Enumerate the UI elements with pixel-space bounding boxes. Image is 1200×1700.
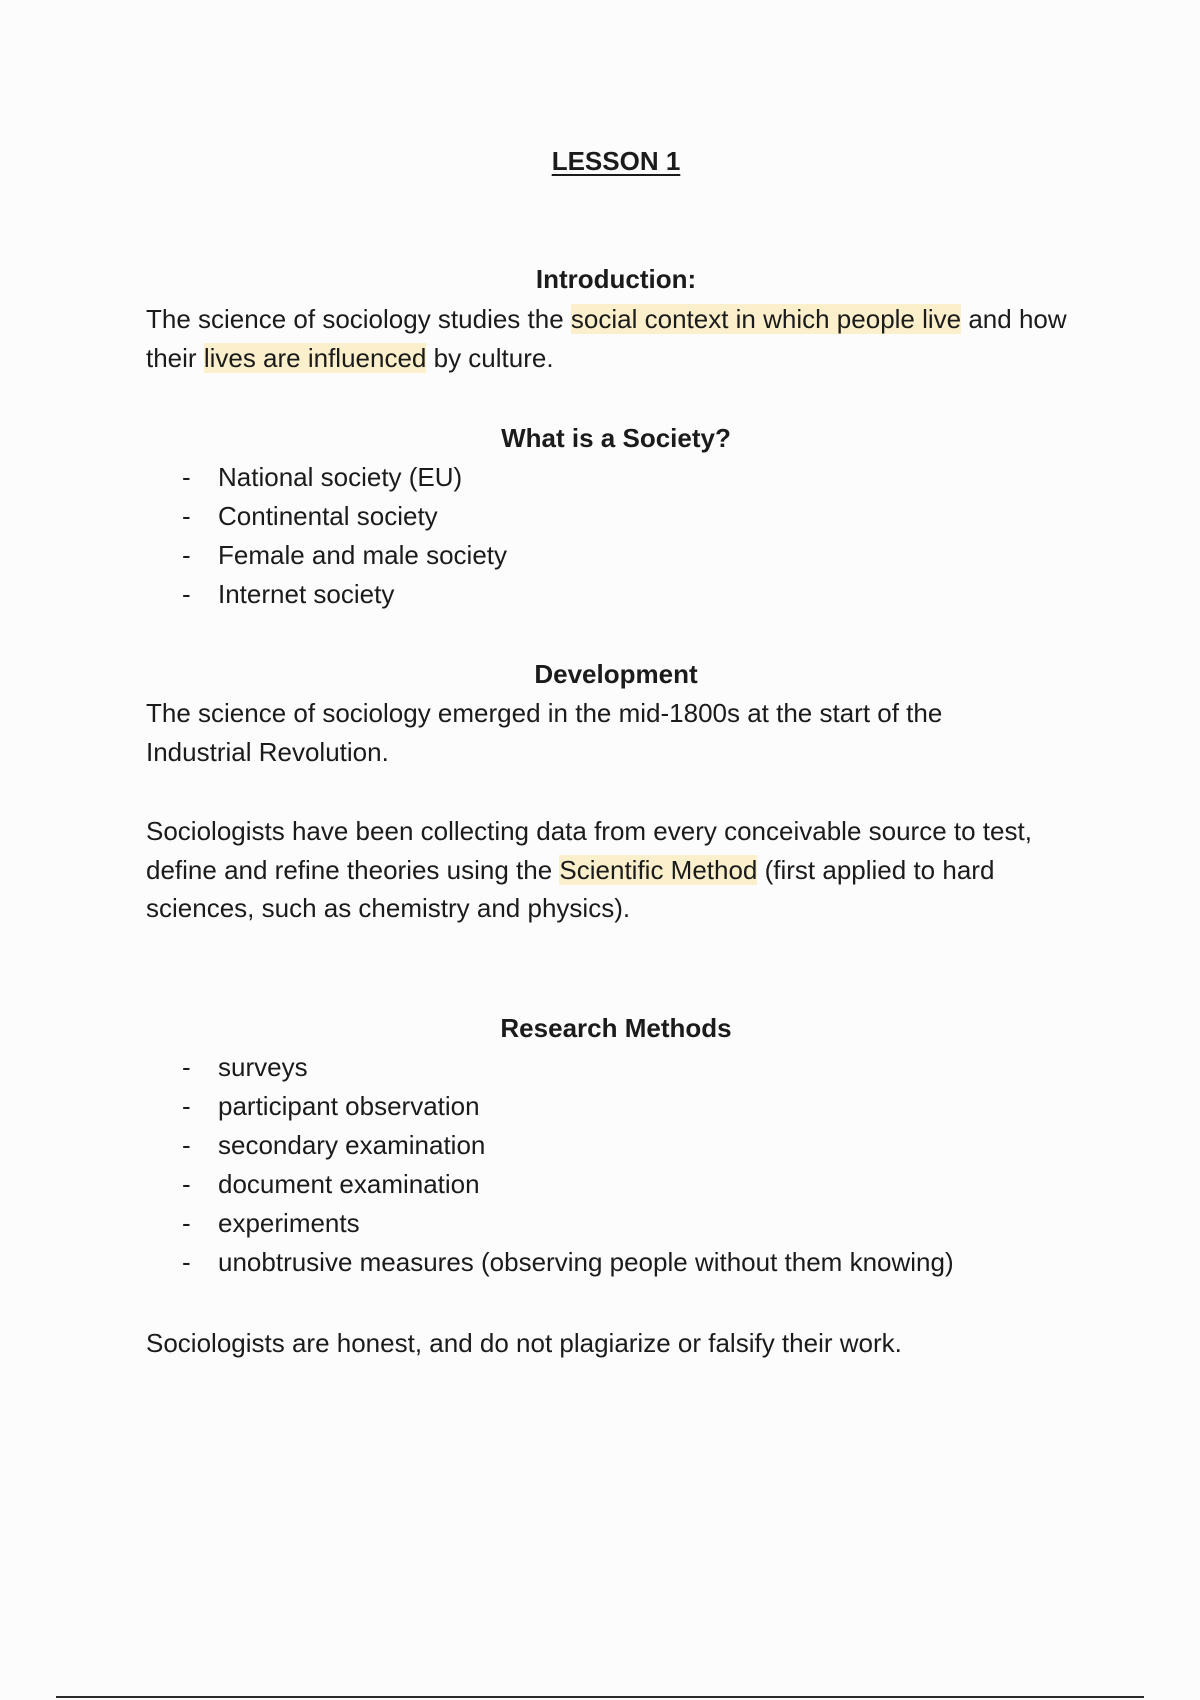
development-text-1: Sociologists have been collecting data from every conceivable source to test, define and refine theories using the [146, 816, 1032, 885]
research-methods-list [146, 1048, 954, 1282]
dash-marker: - [182, 540, 191, 570]
dash-marker: - [182, 462, 191, 492]
list-item: - Internet society [146, 575, 507, 614]
introduction-highlight-1: social context in which people live [570, 304, 962, 334]
list-item: - experiments [146, 1204, 954, 1243]
introduction-text-2: and how their [146, 304, 1067, 373]
list-item: - document examination [146, 1165, 954, 1204]
bottom-divider [56, 1696, 1144, 1698]
development-paragraph-1: The science of sociology emerged in the mid-1800s at the start of the Industrial Revolution. [146, 698, 943, 767]
document-title: LESSON 1 [551, 146, 681, 176]
dash-marker: - [182, 1247, 191, 1277]
dash-marker: - [182, 1169, 191, 1199]
introduction-heading: Introduction: [535, 264, 697, 294]
development-paragraph-2 [146, 812, 1086, 928]
development-text-2: (first applied to hard sciences, such as chemistry and physics). [146, 854, 995, 923]
list-item: - Continental society [146, 497, 507, 536]
dash-marker: - [182, 1052, 191, 1082]
dash-marker: - [182, 579, 191, 609]
list-item: - Female and male society [146, 536, 507, 575]
introduction-highlight-2: lives are influenced [203, 342, 427, 373]
closing-paragraph: Sociologists are honest, and do not plagiarize or falsify their work. [146, 1328, 902, 1358]
list-item: - unobtrusive measures (observing people without them knowing) [146, 1243, 954, 1282]
development-heading: Development [534, 659, 698, 689]
research-methods-heading: Research Methods [500, 1013, 732, 1043]
dash-marker: - [182, 501, 191, 531]
list-item: - surveys [146, 1048, 954, 1087]
dash-marker: - [182, 1130, 191, 1160]
list-item: - participant observation [146, 1087, 954, 1126]
list-item: - National society (EU) [146, 458, 507, 497]
introduction-text-1: The science of sociology studies the [146, 304, 571, 334]
dash-marker: - [182, 1208, 191, 1238]
introduction-paragraph [146, 300, 1086, 377]
introduction-text-3: by culture. [426, 342, 554, 373]
society-heading: What is a Society? [501, 423, 731, 453]
society-list [146, 458, 507, 614]
list-item: - secondary examination [146, 1126, 954, 1165]
dash-marker: - [182, 1091, 191, 1121]
development-highlight: Scientific Method [559, 854, 758, 885]
